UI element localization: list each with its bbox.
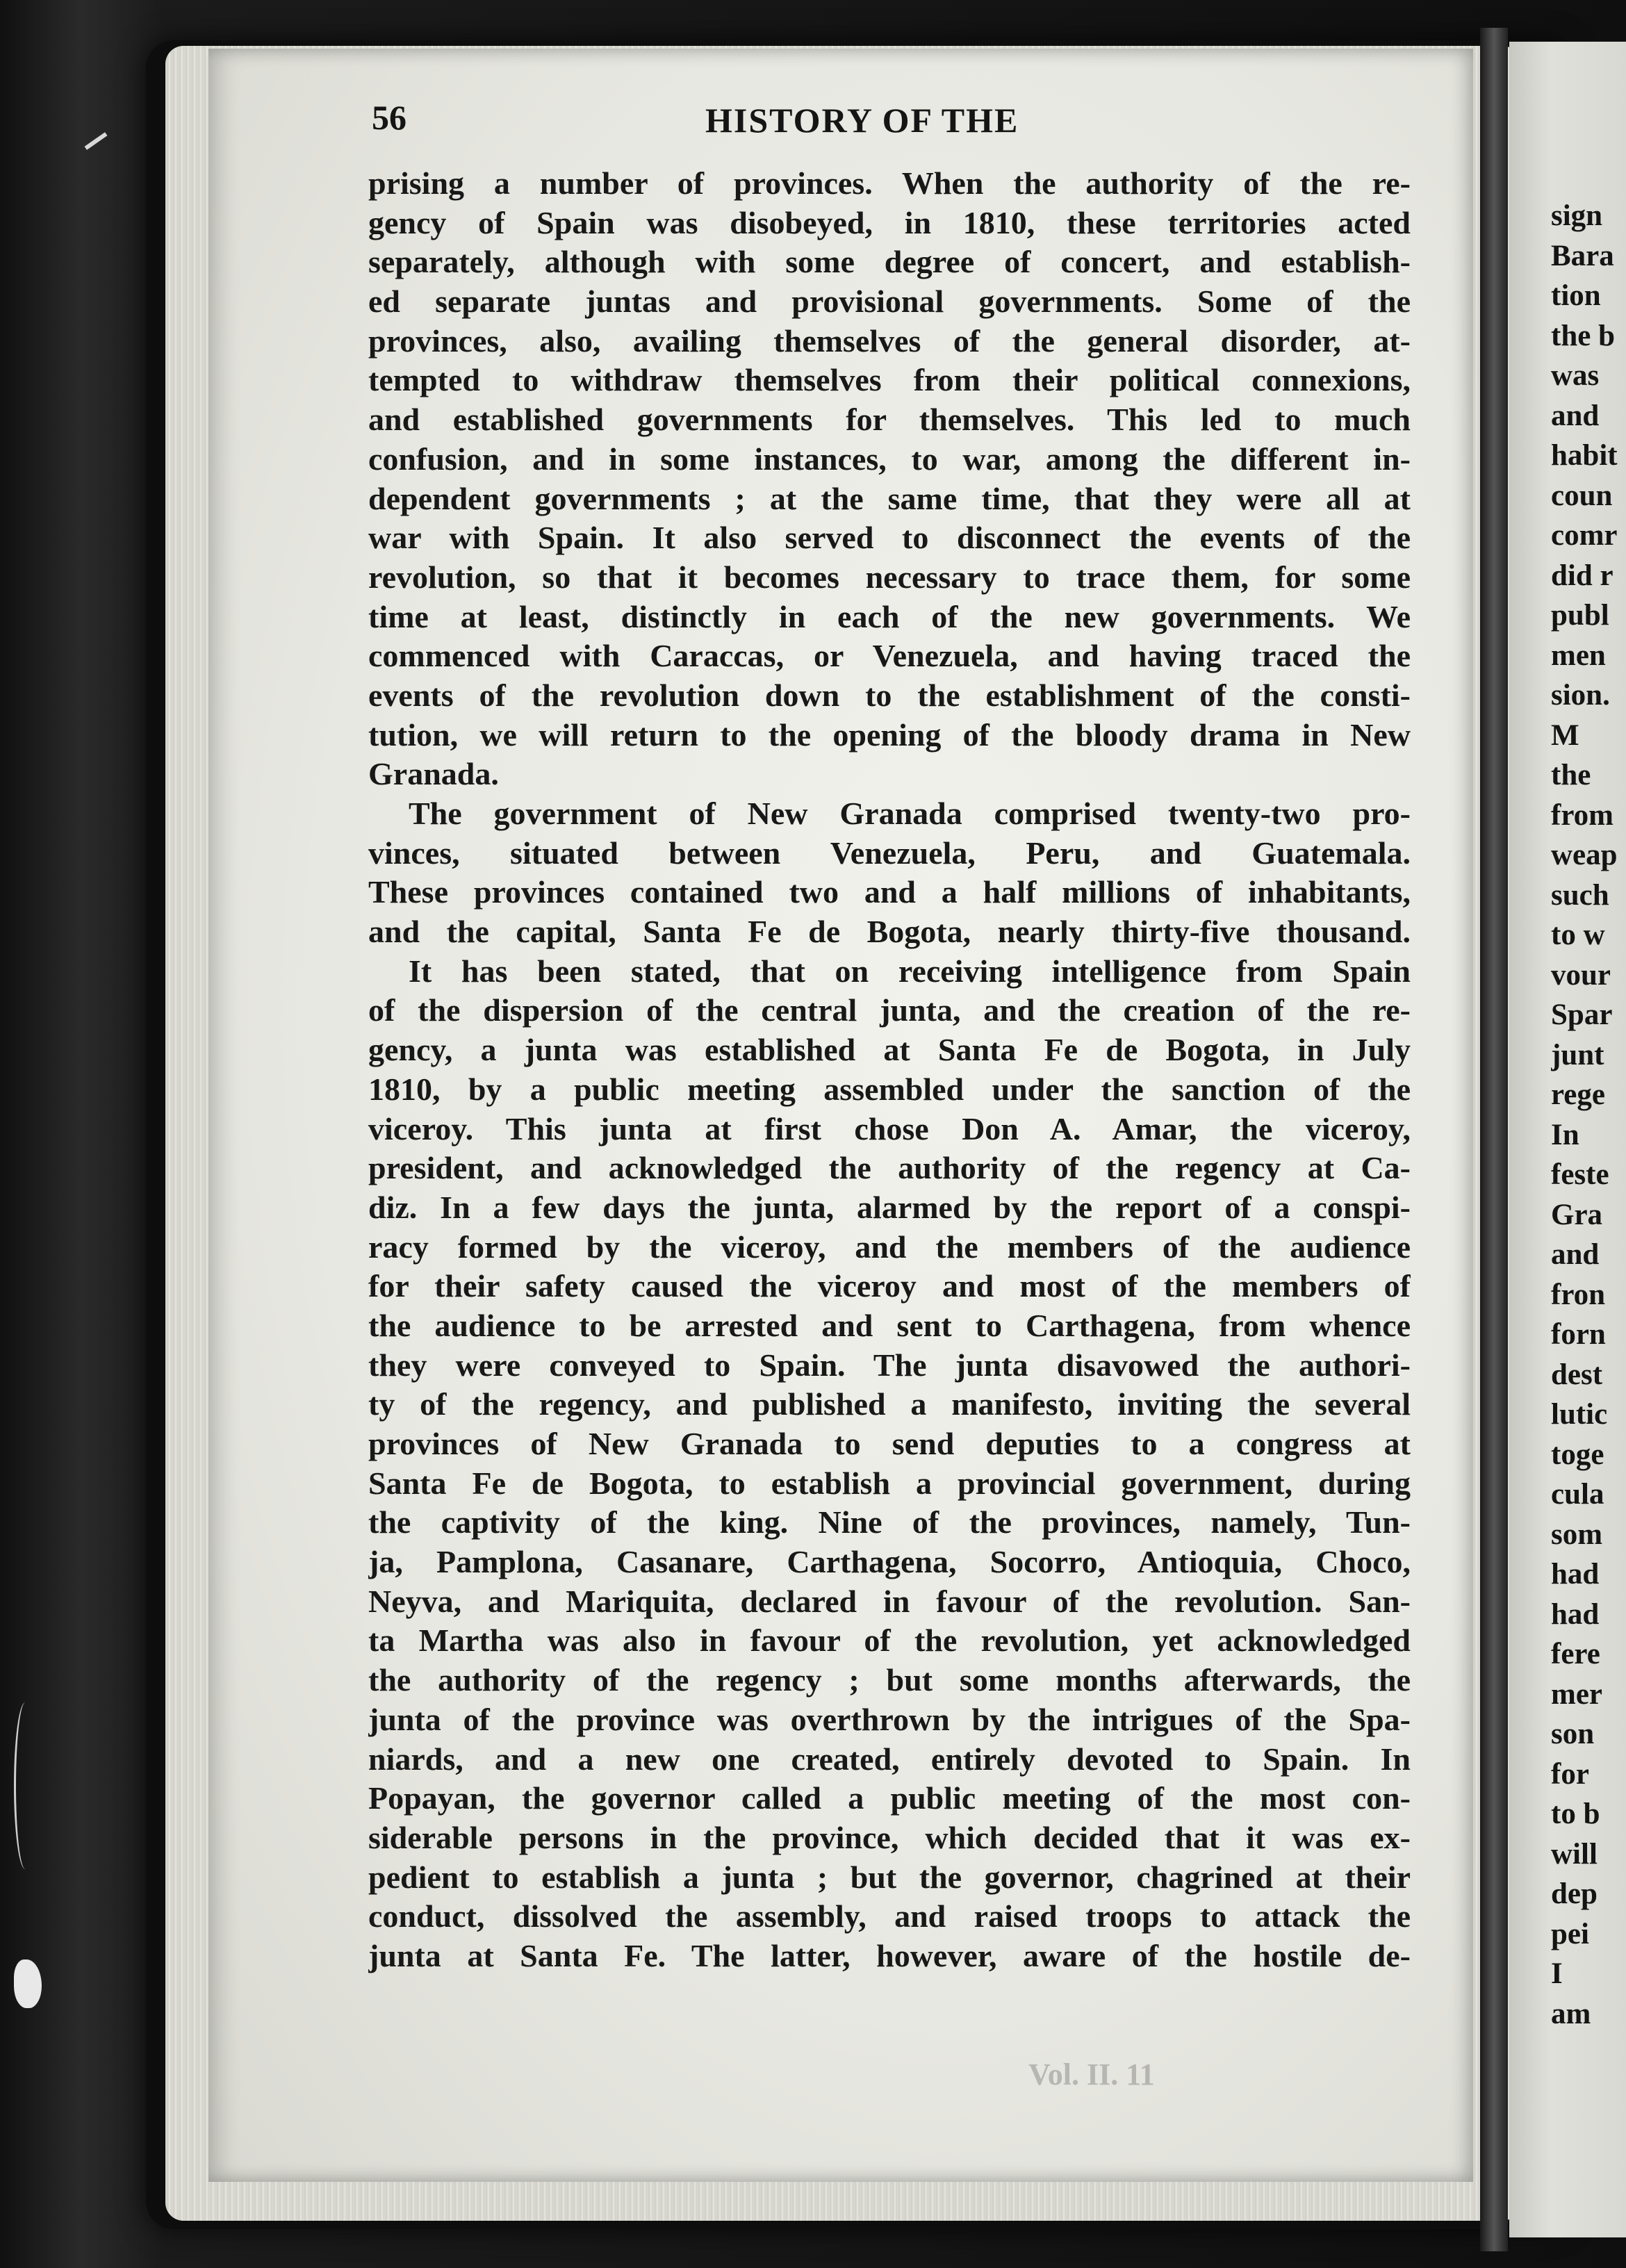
facing-page-line: had (1551, 1597, 1600, 1631)
text-line: tempted to withdraw themselves from their political connexions, (368, 362, 1411, 398)
facing-page-line: Bara (1551, 239, 1614, 272)
facing-page-line: coun (1551, 479, 1613, 512)
body-text (368, 164, 1411, 1976)
facing-page-line: Spar (1551, 999, 1613, 1031)
facing-page-line: I (1551, 1957, 1563, 1990)
facing-page-line: publ (1551, 599, 1609, 632)
text-line: junta at Santa Fe. The latter, however, aware of the hostile de- (368, 1937, 1411, 1973)
text-line: confusion, and in some instances, to war, among the different in- (368, 441, 1411, 477)
text-line: ta Martha was also in favour of the revolution, yet acknowledged (368, 1622, 1411, 1659)
text-line: viceroy. This junta at first chose Don A. Amar, the viceroy, (368, 1110, 1411, 1147)
facing-page-line: pei (1551, 1917, 1589, 1950)
facing-page-line: comr (1551, 519, 1618, 552)
text-line: conduct, dissolved the assembly, and raised troops to attack the (368, 1898, 1411, 1934)
facing-page-line: dest (1551, 1358, 1603, 1391)
text-line: the captivity of the king. Nine of the provinces, namely, Tun- (368, 1504, 1411, 1540)
facing-page-line: tion (1551, 279, 1601, 312)
book-gutter (1480, 28, 1508, 2251)
text-line: ty of the regency, and published a manifesto, inviting the several (368, 1386, 1411, 1422)
text-line: and established governments for themselves. This led to much (368, 402, 1411, 438)
facing-page-line: to b (1551, 1798, 1600, 1830)
text-line: separately, although with some degree of concert, and establish- (368, 244, 1411, 280)
facing-page-line: such (1551, 878, 1609, 912)
text-line: niards, and a new one created, entirely devoted to Spain. In (368, 1741, 1411, 1777)
facing-page-line: the (1551, 759, 1591, 791)
text-line: pedient to establish a junta ; but the governor, chagrined at their (368, 1859, 1411, 1895)
facing-page-text (1551, 196, 1626, 2034)
facing-page-line: sion. (1551, 679, 1610, 712)
text-line: ja, Pamplona, Casanare, Carthagena, Socorro, Antioquia, Choco, (368, 1544, 1411, 1580)
text-line: of the dispersion of the central junta, and the creation of the re- (368, 992, 1411, 1028)
facing-page-line: and (1551, 1238, 1600, 1271)
facing-page-line: forn (1551, 1318, 1606, 1351)
text-line: president, and acknowledged the authority of the regency at Ca- (368, 1150, 1411, 1186)
facing-page-line: am (1551, 1997, 1591, 2030)
bleed-through-footer: Vol. II. 11 (1028, 2057, 1155, 2092)
facing-page-line: men (1551, 639, 1606, 672)
text-line: gency, a junta was established at Santa Fe de Bogota, in July (368, 1032, 1411, 1068)
facing-page-line: dep (1551, 1877, 1598, 1910)
page-header (372, 97, 1414, 153)
facing-page-line: mer (1551, 1677, 1602, 1711)
text-line: the authority of the regency ; but some months afterwards, the (368, 1662, 1411, 1698)
text-line: Granada. (368, 756, 499, 792)
facing-page-line: som (1551, 1518, 1603, 1551)
text-line: Popayan, the governor called a public meeting of the most con- (368, 1780, 1411, 1816)
text-line: siderable persons in the province, which decided that it was ex- (368, 1819, 1411, 1855)
facing-page-line: rege (1551, 1078, 1605, 1111)
facing-page-line: weap (1551, 839, 1618, 871)
facing-page-line: did r (1551, 559, 1613, 592)
running-head: HISTORY OF THE (705, 101, 1019, 140)
text-line: These provinces contained two and a half millions of inhabitants, (368, 874, 1411, 910)
facing-page-line: had (1551, 1558, 1600, 1591)
text-line: commenced with Caraccas, or Venezuela, and having traced the (368, 638, 1411, 674)
text-line: revolution, so that it becomes necessary to trace them, for some (368, 559, 1411, 595)
text-line: junta of the province was overthrown by the intrigues of the Spa- (368, 1701, 1411, 1737)
text-line: 1810, by a public meeting assembled under the sanction of the (368, 1071, 1411, 1107)
text-line: tution, we will return to the opening of the bloody drama in New (368, 716, 1411, 753)
text-line: the audience to be arrested and sent to Carthagena, from whence (368, 1307, 1411, 1343)
facing-page-line: habit (1551, 439, 1618, 472)
facing-page-line: to w (1551, 919, 1605, 951)
text-line: Neyva, and Mariquita, declared in favour of the revolution. San- (368, 1583, 1411, 1619)
text-line: provinces, also, availing themselves of the general disorder, at- (368, 322, 1411, 359)
facing-page-line: cula (1551, 1478, 1604, 1511)
facing-page-line: will (1551, 1837, 1598, 1871)
text-line: vinces, situated between Venezuela, Peru, and Guatemala. (368, 835, 1411, 871)
facing-page-line: toge (1551, 1438, 1604, 1471)
facing-page-line: lutic (1551, 1398, 1608, 1431)
text-line: and the capital, Santa Fe de Bogota, nearly thirty-five thousand. (368, 914, 1411, 950)
text-line: gency of Spain was disobeyed, in 1810, these territories acted (368, 204, 1411, 240)
facing-page-line: sign (1551, 199, 1603, 232)
scan-fleck (14, 1702, 37, 1869)
facing-page-line: junt (1551, 1038, 1604, 1071)
text-line: dependent governments ; at the same time, that they were all at (368, 480, 1411, 516)
facing-page-line: from (1551, 798, 1613, 832)
facing-page-line: the b (1551, 319, 1615, 352)
text-line: diz. In a few days the junta, alarmed by the report of a conspi- (368, 1189, 1411, 1225)
page-number: 56 (372, 98, 406, 137)
facing-page-line: vour (1551, 958, 1611, 992)
facing-page-line: Gra (1551, 1198, 1603, 1231)
text-line: events of the revolution down to the establishment of the consti- (368, 677, 1411, 713)
facing-page-line: was (1551, 359, 1600, 392)
facing-page-line: son (1551, 1718, 1595, 1750)
text-line: war with Spain. It also served to disconnect the events of the (368, 520, 1411, 556)
facing-page-line: fere (1551, 1638, 1600, 1670)
text-line: ed separate juntas and provisional governments. Some of the (368, 284, 1411, 320)
facing-page-line: and (1551, 399, 1600, 432)
text-line: they were conveyed to Spain. The junta disavowed the authori- (368, 1347, 1411, 1383)
text-line: Santa Fe de Bogota, to establish a provincial government, during (368, 1465, 1411, 1501)
facing-page-line: In (1551, 1118, 1579, 1151)
text-line: racy formed by the viceroy, and the members of the audience (368, 1228, 1411, 1265)
facing-page-line: fron (1551, 1278, 1606, 1311)
text-line: time at least, distinctly in each of the new governments. We (368, 598, 1411, 634)
text-line: for their safety caused the viceroy and most of the members of (368, 1268, 1411, 1304)
facing-page-line: feste (1551, 1158, 1609, 1191)
text-line: The government of New Granada comprised twenty-two pro- (409, 796, 1411, 831)
text-line: prising a number of provinces. When the authority of the re- (368, 165, 1411, 201)
facing-page-line: for (1551, 1757, 1589, 1791)
text-line: It has been stated, that on receiving intelligence from Spain (409, 953, 1411, 989)
facing-page-line: M (1551, 718, 1579, 752)
text-line: provinces of New Granada to send deputies to a congress at (368, 1426, 1411, 1461)
